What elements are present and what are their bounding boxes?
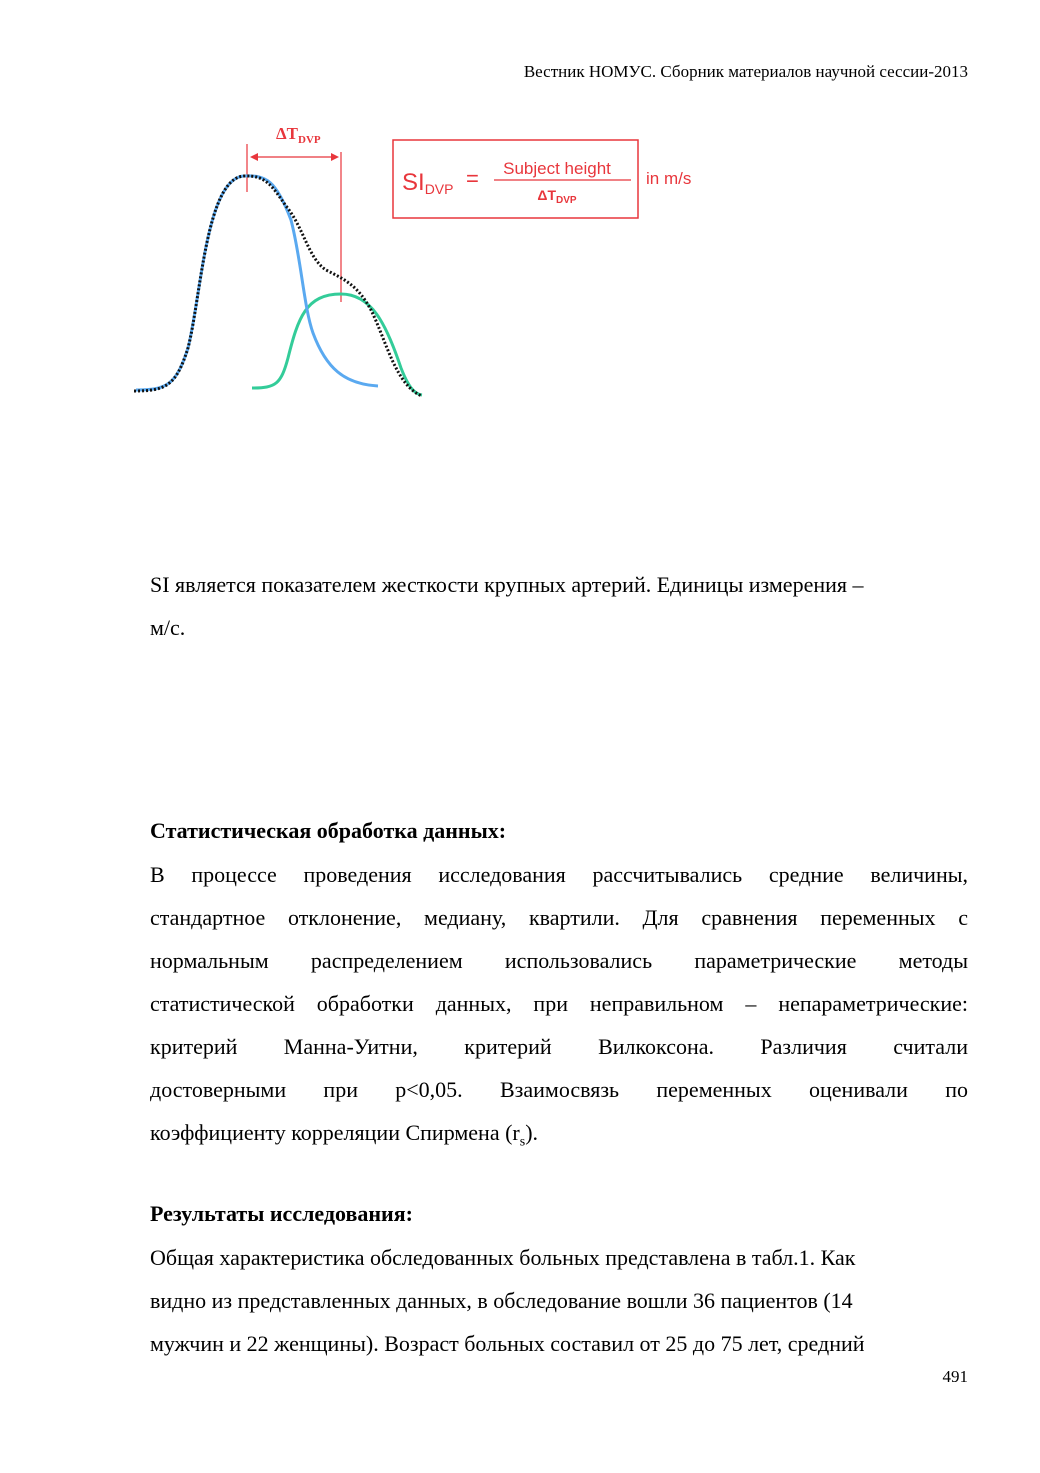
stats-line-1: В процессе проведения исследования рассчитывались средние величины, bbox=[150, 862, 968, 887]
pulse-wave-figure bbox=[126, 118, 726, 418]
results-line-1: Общая характеристика обследованных больных представлена в табл.1. Как bbox=[150, 1245, 856, 1270]
formula-units: in m/s bbox=[646, 169, 692, 188]
stats-line-5: критерий Манна-Уитни, критерий Вилкоксона. Различия считали bbox=[150, 1034, 968, 1059]
stats-paragraph bbox=[150, 853, 968, 1154]
stats-line-7: коэффициенту корреляции Спирмена $(r_s)$. bbox=[150, 1120, 539, 1150]
running-header: Вестник НОМУС. Сборник материалов научной сессии-2013 bbox=[523, 62, 968, 81]
pulse-wave-diagram bbox=[126, 118, 726, 418]
stats-line-3: нормальным распределением использовались параметрические методы bbox=[150, 948, 968, 973]
delta-t-label: $\Delta T_{DVP}$ bbox=[276, 124, 321, 146]
formula-denominator: $\Delta T_{DVP}$ bbox=[537, 187, 577, 206]
formula-numerator: Subject height bbox=[503, 159, 611, 178]
si-paragraph bbox=[150, 563, 968, 649]
delta-arrow-right-head bbox=[331, 153, 339, 161]
direct-wave-curve bbox=[136, 176, 378, 390]
stats-line-2: стандартное отклонение, медиану, квартили. Для сравнения переменных с bbox=[150, 905, 968, 930]
formula-equals: = bbox=[466, 166, 479, 191]
stats-line-6: достоверными при p<0,05. Взаимосвязь переменных оценивали по bbox=[150, 1077, 968, 1102]
page-number: 491 bbox=[942, 1367, 968, 1386]
delta-arrow-left-head bbox=[250, 153, 258, 161]
si-line-2: м/с. bbox=[150, 615, 186, 640]
stats-heading: Статистическая обработка данных: bbox=[150, 818, 507, 843]
results-paragraph bbox=[150, 1236, 968, 1365]
reflected-wave-curve bbox=[252, 294, 422, 395]
results-line-2: видно из представленных данных, в обследование вошли 36 пациентов (14 bbox=[150, 1288, 853, 1313]
stats-line-4: статистической обработки данных, при неправильном – непараметрические: bbox=[150, 991, 968, 1016]
formula-box bbox=[393, 140, 638, 218]
si-line-1: SI является показателем жесткости крупных артерий. Единицы измерения – bbox=[150, 572, 864, 597]
formula-lhs: SIDVP bbox=[402, 169, 454, 197]
results-heading: Результаты исследования: bbox=[150, 1201, 413, 1226]
composite-pulse-curve bbox=[134, 176, 422, 396]
results-line-3: мужчин и 22 женщины). Возраст больных составил от 25 до 75 лет, средний bbox=[150, 1331, 865, 1356]
